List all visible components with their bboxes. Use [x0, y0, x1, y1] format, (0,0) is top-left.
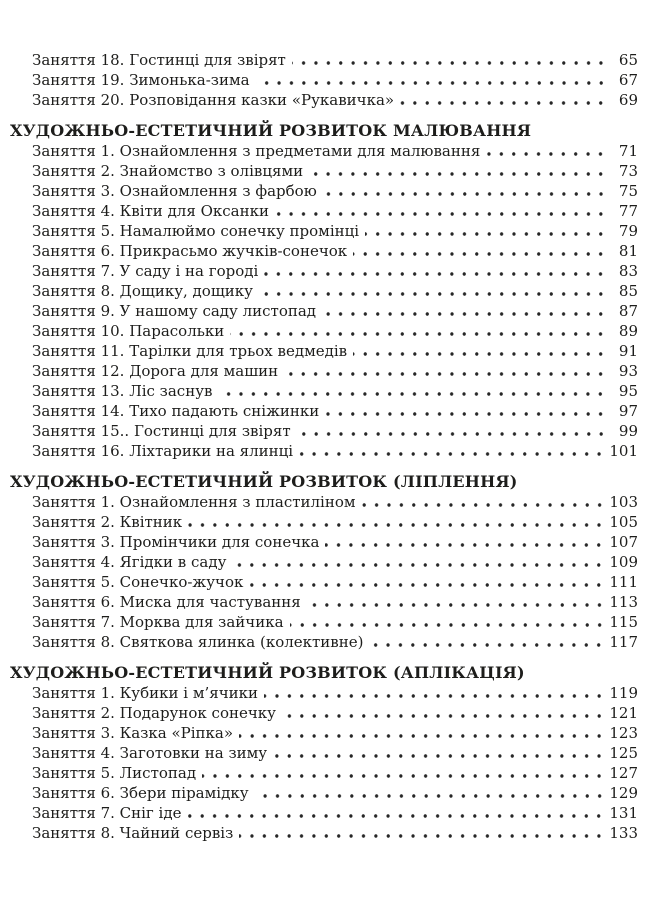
- entry-page-number: 131: [609, 804, 638, 822]
- entry-title: Заняття 1. Ознайомлення з пластиліном: [32, 493, 356, 511]
- entry-page-number: 69: [618, 91, 638, 109]
- toc-entry: [10, 421, 638, 441]
- entry-page-number: 119: [609, 684, 638, 702]
- dot-leader: [325, 535, 606, 547]
- dot-leader: [486, 144, 608, 156]
- toc-entry: [10, 201, 638, 221]
- dot-leader: [353, 244, 608, 256]
- dot-leader: [282, 706, 606, 718]
- entry-page-number: 129: [609, 784, 638, 802]
- toc-section: [10, 472, 638, 652]
- entry-title: Заняття 3. Промінчики для сонечка: [32, 533, 320, 551]
- toc-entry: [10, 381, 638, 401]
- toc-entry: [10, 512, 638, 532]
- entry-page-number: 105: [609, 513, 638, 531]
- toc-entry: [10, 492, 638, 512]
- entry-title: Заняття 19. Зимонька-зима: [32, 71, 250, 89]
- toc-entry: [10, 261, 638, 281]
- toc-entry: [10, 823, 638, 843]
- dot-leader: [239, 726, 606, 738]
- dot-leader: [264, 264, 608, 276]
- toc-entry: [10, 572, 638, 592]
- entry-title: Заняття 8. Святкова ялинка (колективне): [32, 633, 364, 651]
- toc-section: [10, 50, 638, 110]
- dot-leader: [239, 826, 606, 838]
- entry-title: Заняття 5. Сонечко-жучок: [32, 573, 244, 591]
- entry-page-number: 71: [618, 142, 638, 160]
- toc-entry: [10, 301, 638, 321]
- entry-page-number: 117: [609, 633, 638, 651]
- entry-page-number: 121: [609, 704, 638, 722]
- toc-entry: [10, 763, 638, 783]
- entry-title: Заняття 20. Розповідання казки «Рукавичка»: [32, 91, 395, 109]
- entry-title: Заняття 13. Ліс заснув: [32, 382, 213, 400]
- dot-leader: [259, 284, 608, 296]
- toc-entry: [10, 532, 638, 552]
- entry-page-number: 133: [609, 824, 638, 842]
- toc-entry: [10, 241, 638, 261]
- toc-entry: [10, 361, 638, 381]
- dot-leader: [297, 424, 608, 436]
- toc-entry: [10, 141, 638, 161]
- dot-leader: [273, 746, 606, 758]
- toc-entry: [10, 401, 638, 421]
- entry-title: Заняття 8. Чайний сервіз: [32, 824, 234, 842]
- toc-entry: [10, 552, 638, 572]
- entry-title: Заняття 15.. Гостинці для звірят: [32, 422, 291, 440]
- dot-leader: [218, 384, 608, 396]
- dot-leader: [256, 73, 608, 85]
- entry-title: Заняття 4. Квіти для Оксанки: [32, 202, 269, 220]
- entry-page-number: 75: [618, 182, 638, 200]
- entry-title: Заняття 4. Ягідки в саду: [32, 553, 227, 571]
- section-heading: ХУДОЖНЬО-ЕСТЕТИЧНИЙ РОЗВИТОК (АПЛІКАЦІЯ): [10, 663, 525, 682]
- entry-title: Заняття 4. Заготовки на зиму: [32, 744, 268, 762]
- entry-title: Заняття 1. Ознайомлення з предметами для малювання: [32, 142, 481, 160]
- dot-leader: [290, 615, 607, 627]
- entry-title: Заняття 12. Дорога для машин: [32, 362, 279, 380]
- dot-leader: [400, 93, 608, 105]
- toc-entry: [10, 783, 638, 803]
- entry-title: Заняття 5. Намалюймо сонечку промінці: [32, 222, 360, 240]
- toc-entry: [10, 743, 638, 763]
- entry-page-number: 79: [618, 222, 638, 240]
- dot-leader: [309, 164, 608, 176]
- toc-entry: [10, 703, 638, 723]
- entry-page-number: 109: [609, 553, 638, 571]
- entry-page-number: 93: [618, 362, 638, 380]
- dot-leader: [365, 224, 608, 236]
- dot-leader: [284, 364, 608, 376]
- entry-page-number: 127: [609, 764, 638, 782]
- entry-page-number: 95: [618, 382, 638, 400]
- toc-entry: [10, 803, 638, 823]
- section-heading: ХУДОЖНЬО-ЕСТЕТИЧНИЙ РОЗВИТОК (ЛІПЛЕННЯ): [10, 472, 518, 491]
- entry-page-number: 87: [618, 302, 638, 320]
- entry-page-number: 103: [609, 493, 638, 511]
- toc-entry: [10, 341, 638, 361]
- dot-leader: [188, 515, 606, 527]
- entry-title: Заняття 2. Квітник: [32, 513, 183, 531]
- entry-title: Заняття 6. Прикрасьмо жучків-сонечок: [32, 242, 348, 260]
- table-of-contents: [10, 50, 638, 843]
- entry-page-number: 83: [618, 262, 638, 280]
- entry-title: Заняття 7. У саду і на городі: [32, 262, 259, 280]
- entry-title: Заняття 16. Ліхтарики на ялинці: [32, 442, 294, 460]
- dot-leader: [230, 324, 608, 336]
- toc-entry: [10, 612, 638, 632]
- entry-title: Заняття 7. Сніг іде: [32, 804, 182, 822]
- entry-page-number: 81: [618, 242, 638, 260]
- dot-leader: [325, 404, 608, 416]
- toc-entry: [10, 281, 638, 301]
- entry-title: Заняття 3. Казка «Ріпка»: [32, 724, 234, 742]
- entry-page-number: 91: [618, 342, 638, 360]
- toc-section: [10, 663, 638, 843]
- entry-title: Заняття 18. Гостинці для звірят: [32, 51, 286, 69]
- dot-leader: [353, 344, 608, 356]
- toc-entry: [10, 181, 638, 201]
- entry-title: Заняття 2. Подарунок сонечку: [32, 704, 276, 722]
- dot-leader: [187, 806, 606, 818]
- dot-leader: [275, 204, 608, 216]
- entry-title: Заняття 1. Кубики і м’ячики: [32, 684, 259, 702]
- dot-leader: [369, 635, 606, 647]
- toc-entry: [10, 632, 638, 652]
- entry-title: Заняття 14. Тихо падають сніжинки: [32, 402, 320, 420]
- entry-page-number: 123: [609, 724, 638, 742]
- entry-title: Заняття 6. Миска для частування: [32, 593, 301, 611]
- entry-title: Заняття 2. Знайомство з олівцями: [32, 162, 304, 180]
- entry-title: Заняття 3. Ознайомлення з фарбою: [32, 182, 317, 200]
- dot-leader: [323, 184, 608, 196]
- section-heading: ХУДОЖНЬО-ЕСТЕТИЧНИЙ РОЗВИТОК МАЛЮВАННЯ: [10, 121, 532, 140]
- entry-page-number: 99: [618, 422, 638, 440]
- entry-page-number: 113: [609, 593, 638, 611]
- dot-leader: [232, 555, 606, 567]
- entry-page-number: 67: [618, 71, 638, 89]
- toc-entry: [10, 592, 638, 612]
- dot-leader: [264, 686, 606, 698]
- dot-leader: [292, 53, 608, 65]
- dot-leader: [299, 444, 606, 456]
- toc-entry: [10, 321, 638, 341]
- toc-entry: [10, 683, 638, 703]
- dot-leader: [202, 766, 606, 778]
- dot-leader: [307, 595, 607, 607]
- toc-entry: [10, 723, 638, 743]
- entry-page-number: 97: [618, 402, 638, 420]
- toc-entry: [10, 90, 638, 110]
- toc-entry: [10, 441, 638, 461]
- toc-entry: [10, 161, 638, 181]
- toc-entry: [10, 50, 638, 70]
- toc-entry: [10, 221, 638, 241]
- toc-entry: [10, 70, 638, 90]
- entry-page-number: 85: [618, 282, 638, 300]
- dot-leader: [249, 575, 606, 587]
- entry-title: Заняття 6. Збери пірамідку: [32, 784, 249, 802]
- entry-title: Заняття 8. Дощику, дощику: [32, 282, 253, 300]
- entry-title: Заняття 11. Тарілки для трьох ведмедів: [32, 342, 348, 360]
- entry-page-number: 125: [609, 744, 638, 762]
- entry-page-number: 73: [618, 162, 638, 180]
- dot-leader: [255, 786, 607, 798]
- entry-page-number: 89: [618, 322, 638, 340]
- toc-section: [10, 121, 638, 461]
- entry-page-number: 101: [609, 442, 638, 460]
- entry-title: Заняття 10. Парасольки: [32, 322, 225, 340]
- entry-page-number: 65: [618, 51, 638, 69]
- entry-page-number: 115: [609, 613, 638, 631]
- entry-page-number: 111: [609, 573, 638, 591]
- entry-page-number: 107: [609, 533, 638, 551]
- dot-leader: [322, 304, 608, 316]
- entry-title: Заняття 9. У нашому саду листопад: [32, 302, 317, 320]
- entry-page-number: 77: [618, 202, 638, 220]
- entry-title: Заняття 5. Листопад: [32, 764, 197, 782]
- dot-leader: [362, 495, 607, 507]
- entry-title: Заняття 7. Морква для зайчика: [32, 613, 284, 631]
